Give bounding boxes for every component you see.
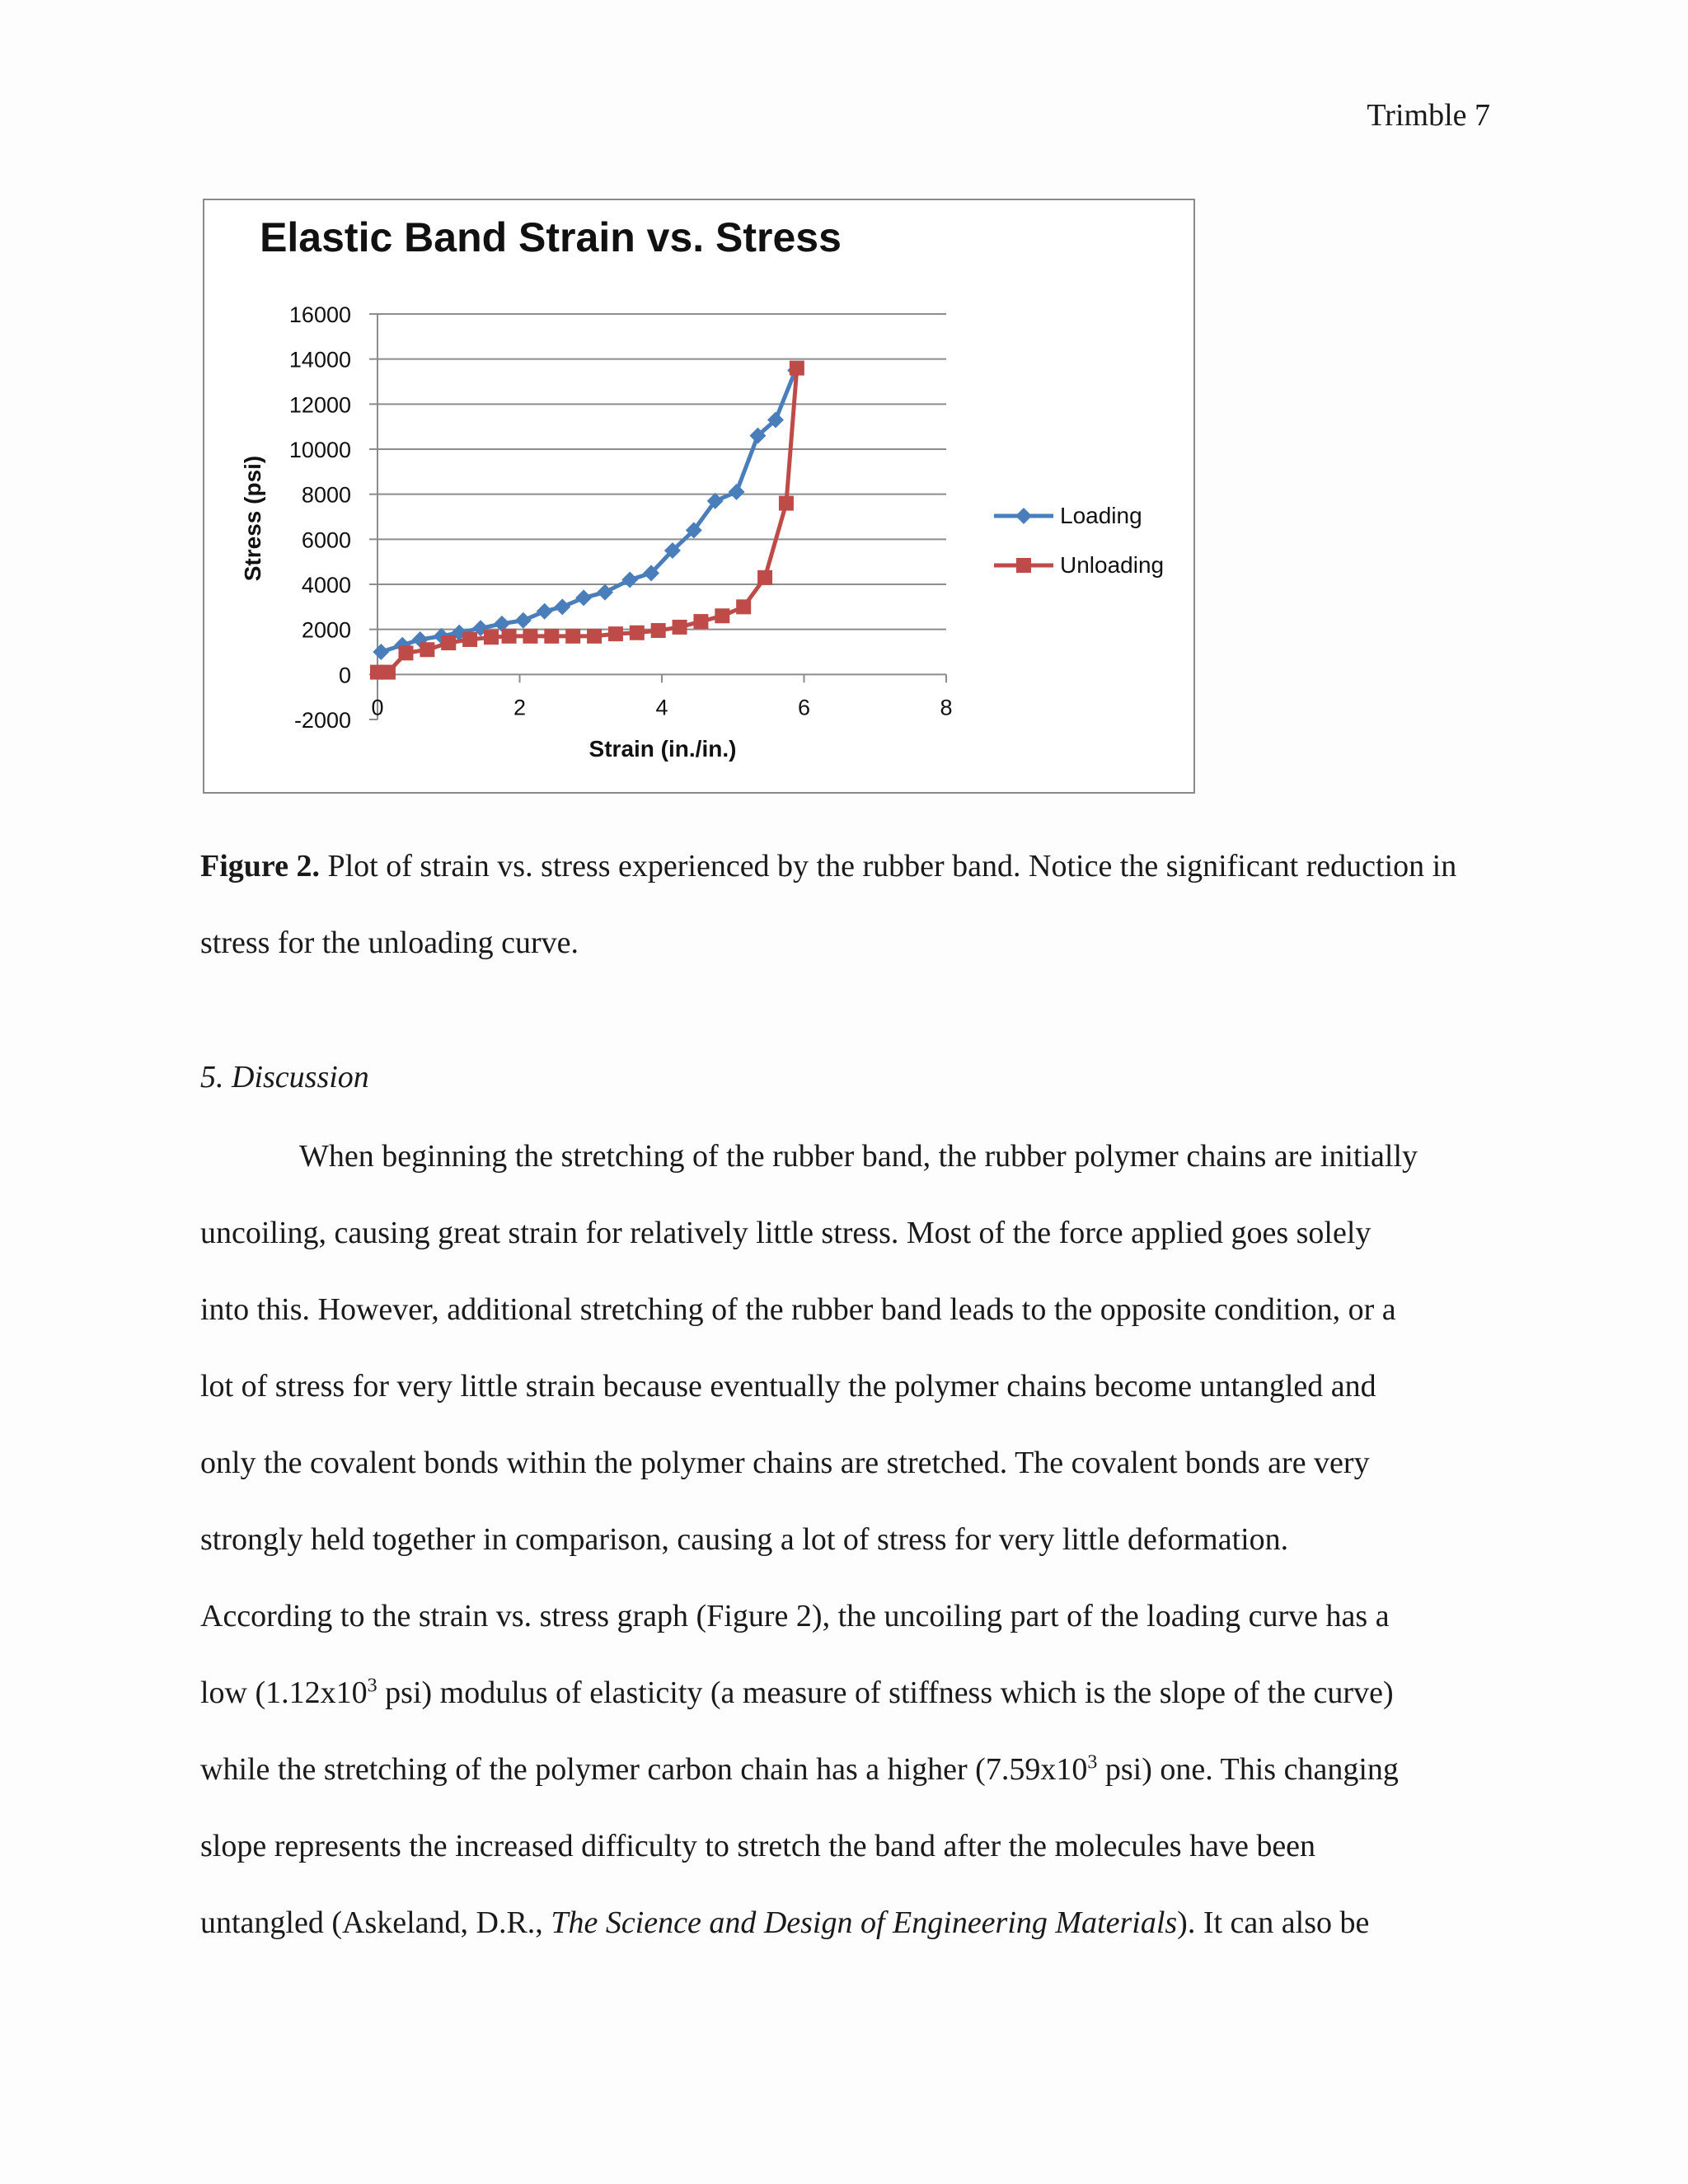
legend-label: Unloading — [1060, 552, 1165, 578]
y-tick-label: 6000 — [301, 527, 351, 553]
strain-stress-chart — [204, 200, 1193, 792]
data-point — [544, 629, 559, 644]
superscript: 3 — [367, 1675, 377, 1697]
data-point — [630, 626, 645, 640]
data-point — [515, 612, 532, 629]
section-heading: 5. Discussion — [200, 1060, 369, 1094]
data-point — [1015, 508, 1032, 524]
paragraph-line: only the covalent bonds within the polymer chains are stretched. The covalent bonds are very — [200, 1446, 1370, 1480]
data-point — [736, 599, 751, 614]
chart-figure — [203, 199, 1195, 794]
x-tick-label: 8 — [940, 695, 953, 720]
data-point — [373, 644, 389, 660]
text-run: untangled (Askeland, D.R., — [200, 1905, 551, 1940]
text-run: low (1.12x10 — [200, 1675, 368, 1710]
running-head: Trimble 7 — [1367, 98, 1490, 133]
data-point — [420, 642, 434, 657]
gridlines — [377, 314, 946, 630]
x-axis-label: Strain (in./in.) — [588, 736, 737, 762]
x-tick-label: 2 — [513, 695, 527, 720]
caption-text: Plot of strain vs. stress experienced by the rubber band. Notice the significant reduction in stress for the unloading curve. — [200, 849, 1457, 960]
data-point — [565, 629, 580, 644]
data-point — [484, 630, 499, 644]
data-point — [729, 484, 745, 500]
data-point — [523, 629, 537, 644]
data-point — [1016, 558, 1031, 573]
chart-title: Elastic Band Strain vs. Stress — [260, 214, 842, 260]
series-line-unloading — [377, 368, 797, 673]
data-point — [779, 496, 794, 511]
data-point — [441, 635, 456, 650]
data-point — [608, 626, 623, 641]
data-point — [597, 584, 613, 601]
text-run: while the stretching of the polymer carbon chain has a higher (7.59x10 — [200, 1752, 1088, 1787]
y-tick-label: 2000 — [301, 617, 351, 643]
y-tick-label: -2000 — [293, 708, 351, 733]
data-point — [673, 620, 687, 635]
paragraph-line: strongly held together in comparison, causing a lot of stress for very little deformation. — [200, 1522, 1289, 1557]
paragraph-line — [200, 1655, 1486, 1732]
legend — [994, 503, 1164, 578]
text-run: psi) one. This changing — [1097, 1752, 1399, 1787]
x-tick-label: 0 — [371, 695, 384, 720]
figure-caption — [200, 828, 1486, 982]
caption-label: Figure 2. — [200, 849, 320, 883]
paragraph-line: into this. However, additional stretching of the rubber band leads to the opposite condition, or a — [200, 1292, 1396, 1327]
book-title: The Science and Design of Engineering Materials — [551, 1905, 1178, 1940]
series — [370, 361, 804, 680]
data-point — [621, 572, 638, 588]
data-point — [399, 645, 414, 660]
data-point — [651, 623, 666, 638]
data-point — [554, 598, 570, 615]
paragraph-line: When beginning the stretching of the rubber band, the rubber polymer chains are initially — [299, 1139, 1418, 1174]
y-tick-label: 0 — [338, 663, 351, 688]
text-run: psi) modulus of elasticity (a measure of stiffness which is the slope of the curve) — [377, 1675, 1394, 1710]
y-axis-label: Stress (psi) — [240, 455, 265, 582]
data-point — [757, 570, 772, 585]
x-tick-label: 4 — [655, 695, 668, 720]
y-tick-label: 16000 — [288, 302, 351, 327]
data-point — [575, 589, 592, 606]
y-tick-label: 4000 — [301, 573, 351, 598]
data-point — [502, 629, 517, 644]
paragraph-line: lot of stress for very little strain because eventually the polymer chains become untangled and — [200, 1369, 1376, 1404]
x-tick-label: 6 — [797, 695, 811, 720]
paragraph-line: slope represents the increased difficulty to stretch the band after the molecules have been — [200, 1829, 1316, 1863]
paragraph-line — [200, 1732, 1486, 1808]
paragraph-line: According to the strain vs. stress graph (Figure 2), the uncoiling part of the loading curve has a — [200, 1599, 1390, 1633]
y-tick-label: 12000 — [288, 392, 351, 418]
y-tick-label: 10000 — [288, 438, 351, 462]
data-point — [790, 361, 804, 376]
discussion-paragraph — [200, 1118, 1486, 1961]
y-tick-label: 8000 — [301, 482, 351, 508]
data-point — [693, 614, 708, 629]
superscript: 3 — [1087, 1751, 1098, 1774]
data-point — [715, 608, 729, 623]
y-tick-label: 14000 — [288, 347, 351, 373]
text-run: ). It can also be — [1177, 1905, 1370, 1940]
legend-label: Loading — [1060, 503, 1142, 528]
paragraph-line: uncoiling, causing great strain for relatively little stress. Most of the force applied goes solely — [200, 1216, 1372, 1250]
data-point — [462, 632, 477, 647]
paragraph-line — [200, 1885, 1486, 1961]
data-point — [587, 629, 602, 644]
data-point — [537, 603, 553, 620]
data-point — [381, 665, 396, 680]
